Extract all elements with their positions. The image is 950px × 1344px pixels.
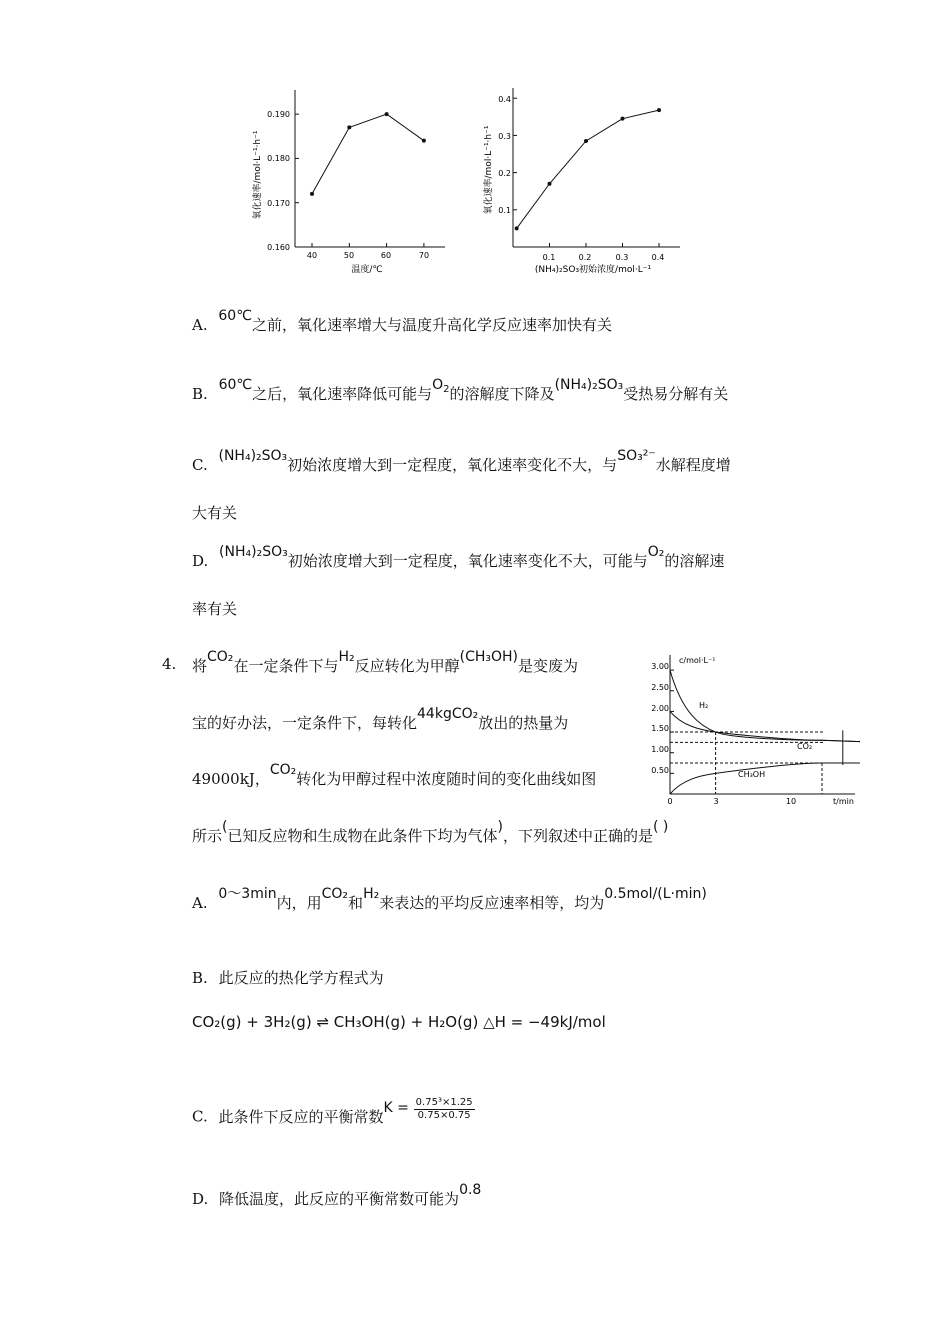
option-text: 的溶解速	[664, 552, 725, 570]
y-tick: 2.50	[651, 683, 669, 692]
temperature-rate-chart	[240, 80, 450, 290]
option-letter: C.	[192, 1107, 208, 1126]
x-tick: 0.3	[615, 253, 629, 262]
answer-blank: ( )	[652, 819, 669, 835]
option-text: 此条件下反应的平衡常数	[218, 1107, 384, 1126]
option-letter: C.	[192, 456, 208, 474]
y-axis-label: 氧化速率/mol·L⁻¹·h⁻¹	[253, 130, 263, 220]
equilibrium-concentration-chart	[645, 650, 860, 810]
q4-option-c	[192, 1097, 475, 1130]
option-letter: D.	[192, 1190, 209, 1208]
option-text: 之后，氧化速率降低可能与	[252, 385, 433, 403]
formula: CO₂	[321, 886, 349, 902]
y-tick: 0.170	[267, 199, 290, 208]
q4-stem-line4: 所示(已知反应物和生成物在此条件下均为气体)，下列叙述中正确的是( )	[192, 819, 669, 845]
formula: (NH₄)₂SO₃	[219, 544, 288, 560]
data-point	[311, 192, 314, 195]
data-point	[348, 126, 351, 129]
formula: H₂	[363, 886, 380, 902]
q3-option-a	[192, 308, 612, 335]
y-tick: 0.180	[267, 154, 290, 163]
formula: (CH₃OH)	[459, 649, 518, 665]
formula: H₂	[338, 649, 355, 665]
q4-option-a: A. 0～3min内，用CO₂和H₂来表达的平均反应速率相等，均为0.5mol/(L·min)	[192, 886, 707, 912]
q3-option-b	[192, 377, 729, 404]
y-tick: 1.50	[651, 724, 669, 733]
option-letter: A.	[192, 894, 208, 912]
q3-option-d-cont	[192, 598, 237, 619]
y-tick: 0.190	[267, 110, 290, 119]
option-text: 初始浓度增大到一定程度，氧化速率变化不大，可能与	[287, 552, 648, 570]
equilibrium-constant-fraction: $\frac{\text{0.75³×1.25}}{0.75\times 0.75}$	[415, 1097, 473, 1121]
concentration-rate-chart	[475, 80, 690, 290]
h2-label: H₂	[699, 701, 709, 710]
formula: O₂	[647, 544, 665, 560]
q4-number: 4.	[162, 655, 177, 673]
formula: (NH₄)₂SO₃	[554, 377, 624, 393]
y-tick: 0.2	[498, 169, 511, 178]
q3-option-c-cont	[192, 502, 237, 523]
temperature-value: 60℃	[218, 377, 253, 393]
option-text: 之前，氧化速率增大与温度升高化学反应速率加快有关	[251, 316, 612, 334]
data-point	[658, 109, 661, 112]
co2-label: CO₂	[797, 742, 813, 751]
x-tick: 50	[343, 251, 355, 260]
y-tick: 0.4	[498, 95, 511, 104]
q3-option-d	[192, 544, 725, 571]
y-tick: 2.00	[651, 704, 669, 713]
formula: 44kgCO₂	[417, 706, 479, 722]
option-text: 此反应的热化学方程式为	[218, 969, 384, 987]
option-text: 水解程度增	[655, 456, 731, 474]
y-tick: 0.50	[651, 766, 669, 775]
x-tick: 10	[785, 797, 797, 806]
formula: CO₂	[207, 649, 234, 665]
time-range: 0～3min	[218, 886, 277, 902]
option-text: 降低温度，此反应的平衡常数可能为	[219, 1190, 460, 1208]
option-text: 的溶解度下降及	[449, 385, 555, 403]
temperature-value: 60℃	[218, 308, 252, 324]
x-axis-label: t/min	[833, 797, 854, 806]
y-tick: 0.3	[498, 132, 511, 141]
x-tick: 70	[418, 251, 430, 260]
y-tick: 0.1	[498, 206, 511, 215]
formula: (NH₄)₂SO₃	[218, 448, 288, 464]
y-axis-label: 氧化速率/mol·L⁻¹·h⁻¹	[484, 125, 494, 215]
q3-option-c	[192, 448, 731, 475]
q4-stem-line3: 49000kJ，CO₂转化为甲醇过程中浓度随时间的变化曲线如图	[192, 762, 597, 788]
co2-curve	[670, 711, 860, 742]
option-text: 率有关	[192, 600, 238, 618]
x-tick: 0.1	[542, 253, 556, 262]
option-text: 大有关	[192, 504, 238, 522]
formula: CO₂	[269, 762, 297, 778]
option-letter: B.	[192, 969, 208, 987]
rate-curve	[517, 110, 659, 228]
ch3oh-label: CH₃OH	[738, 770, 766, 779]
q4-option-d	[192, 1182, 482, 1209]
y-axis-label: c/mol·L⁻¹	[679, 656, 716, 665]
formula: $O_2$	[432, 377, 450, 395]
x-tick: 3	[713, 797, 719, 806]
q4-stem-line1: 将CO₂在一定条件下与H₂反应转化为甲醇(CH₃OH)是变废为	[192, 649, 579, 675]
q4-option-b	[192, 967, 384, 988]
data-point	[422, 139, 425, 142]
option-letter: D.	[192, 552, 209, 570]
y-tick: 1.00	[651, 745, 669, 754]
option-letter: A.	[192, 316, 208, 334]
data-point	[548, 182, 551, 185]
rate-value: 0.5mol/(L·min)	[604, 886, 707, 902]
data-point	[621, 117, 624, 120]
y-tick: 0.160	[267, 243, 290, 252]
option-text: 受热易分解有关	[623, 385, 729, 403]
x-tick: 40	[306, 251, 318, 260]
x-axis-label: (NH₄)₂SO₃初始浓度/mol·L⁻¹	[534, 265, 652, 275]
x-axis-label: 温度/℃	[351, 265, 383, 275]
constant-value: 0.8	[459, 1182, 482, 1198]
x-tick: 60	[380, 251, 392, 260]
option-letter: B.	[192, 385, 208, 403]
rate-line	[312, 114, 424, 194]
option-text: 初始浓度增大到一定程度，氧化速率变化不大，与	[287, 456, 618, 474]
equilibrium-constant-label: K =	[383, 1099, 409, 1116]
x-tick: 0.2	[578, 253, 592, 262]
formula: SO₃²⁻	[617, 448, 656, 464]
y-tick: 3.00	[651, 662, 669, 671]
data-point	[385, 113, 388, 116]
data-point	[585, 139, 588, 142]
q4-stem-line2: 宝的好办法，一定条件下，每转化44kgCO₂放出的热量为	[192, 706, 569, 732]
x-tick: 0	[667, 797, 673, 806]
x-tick: 0.4	[651, 253, 665, 262]
data-point	[515, 227, 518, 230]
thermochemical-equation: CO₂(g) + 3H₂(g) ⇌ CH₃OH(g) + H₂O(g) △H = −49kJ/mol	[192, 1013, 606, 1031]
